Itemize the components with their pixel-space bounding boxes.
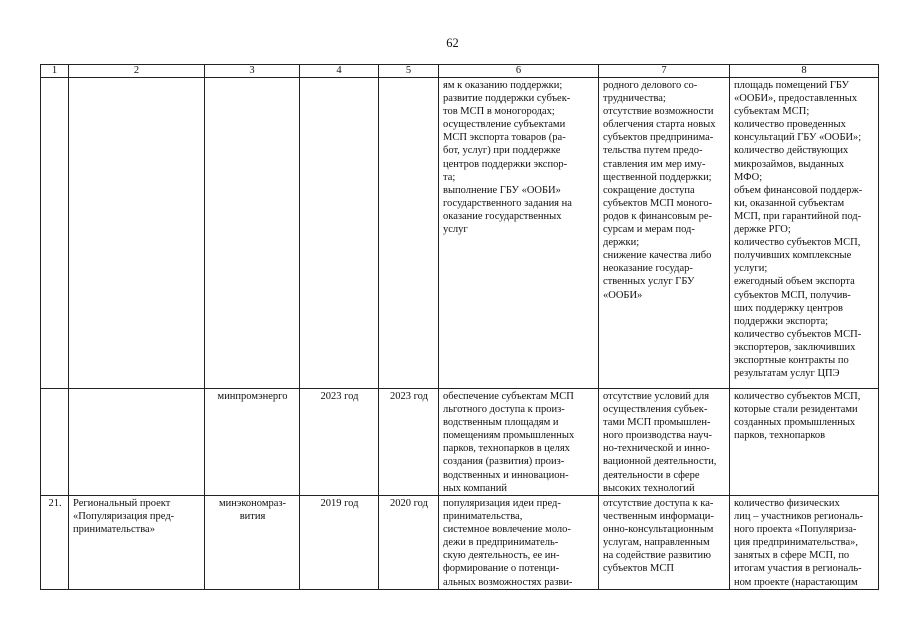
- end-year-cell: 2023 год: [379, 389, 439, 496]
- executor-cell: [205, 78, 300, 389]
- table-row: [41, 78, 879, 389]
- consequences-cell: отсутствие условий для осуществления субъек- тами МСП промышлен- ного производства науч- но-технической и инно- вационной деятельности, деятельности в сфере высоких технологий: [599, 389, 730, 496]
- row-number-cell: 21.: [41, 496, 69, 590]
- consequences-cell: родного делового со- трудничества; отсутствие возможности облегчения старта новых субъектов предпринима- тельства путем предо- ставления им мер иму- щественной поддержки; сокращение доступа субъектов МСП моного- родов к финансовым ре- сурсам и мерам под- держки; снижение качества либо неоказание государ- ственных услуг ГБУ «ООБИ»: [599, 78, 730, 389]
- table-row: [41, 389, 879, 496]
- expected-result-cell: популяризация идеи пред- принимательства, системное вовлечение моло- дежи в предприниматель- скую деятельность, ее ин- формирование о потенци- альных возможностях разви-: [439, 496, 599, 590]
- indicators-cell: количество физических лиц – участников региональ- ного проекта «Популяриза- ция предпринимательства», занятых в сфере МСП, по итогам участия в региональ- ном проекте (нарастающим: [730, 496, 879, 590]
- table-row: [41, 496, 879, 590]
- column-number: 6: [439, 65, 599, 78]
- consequences-cell: отсутствие доступа к ка- чественным информаци- онно-консультационным услугам, направленным на содействие развитию субъектов МСП: [599, 496, 730, 590]
- end-year-cell: 2020 год: [379, 496, 439, 590]
- column-number: 1: [41, 65, 69, 78]
- column-number-row: [41, 65, 879, 78]
- indicators-cell: количество субъектов МСП, которые стали резидентами созданных промышленных парков, технопарков: [730, 389, 879, 496]
- project-name-cell: [69, 389, 205, 496]
- expected-result-cell: обеспечение субъектам МСП льготного доступа к произ- водственным площадям и помещениям промышленных парков, технопарков в целях создания (развития) произ- водственных и инновацион- ных компаний: [439, 389, 599, 496]
- row-number-cell: [41, 78, 69, 389]
- start-year-cell: 2023 год: [300, 389, 379, 496]
- end-year-cell: [379, 78, 439, 389]
- expected-result-cell: ям к оказанию поддержки; развитие поддержки субъек- тов МСП в моногородах; осуществление субъектами МСП экспорта товаров (ра- бот, услуг) при поддержке центров поддержки экспор- та; выполнение ГБУ «ООБИ» государственного задания на оказание государственных услуг: [439, 78, 599, 389]
- executor-cell: минэкономраз- вития: [205, 496, 300, 590]
- row-number-cell: [41, 389, 69, 496]
- column-number: 3: [205, 65, 300, 78]
- project-name-cell: [69, 78, 205, 389]
- start-year-cell: [300, 78, 379, 389]
- indicators-cell: площадь помещений ГБУ «ООБИ», предоставленных субъектам МСП; количество проведенных консультаций ГБУ «ООБИ»; количество действующих микрозаймов, выданных МФО; объем финансовой поддерж- ки, оказанной субъектам МСП, при гарантийной под- держке РГО; количество субъектов МСП, получивших комплексные услуги; ежегодный объем экспорта субъектов МСП, получив- ших поддержку центров поддержки экспорта; количество субъектов МСП- экспортеров, заключивших экспортные контракты по результатам услуг ЦПЭ: [730, 78, 879, 389]
- measures-table: [40, 64, 879, 590]
- column-number: 7: [599, 65, 730, 78]
- page-number: 62: [446, 36, 459, 50]
- executor-cell: минпромэнерго: [205, 389, 300, 496]
- column-number: 5: [379, 65, 439, 78]
- column-number: 8: [730, 65, 879, 78]
- project-name-cell: Региональный проект «Популяризация пред- принимательства»: [69, 496, 205, 590]
- column-number: 4: [300, 65, 379, 78]
- column-number: 2: [69, 65, 205, 78]
- start-year-cell: 2019 год: [300, 496, 379, 590]
